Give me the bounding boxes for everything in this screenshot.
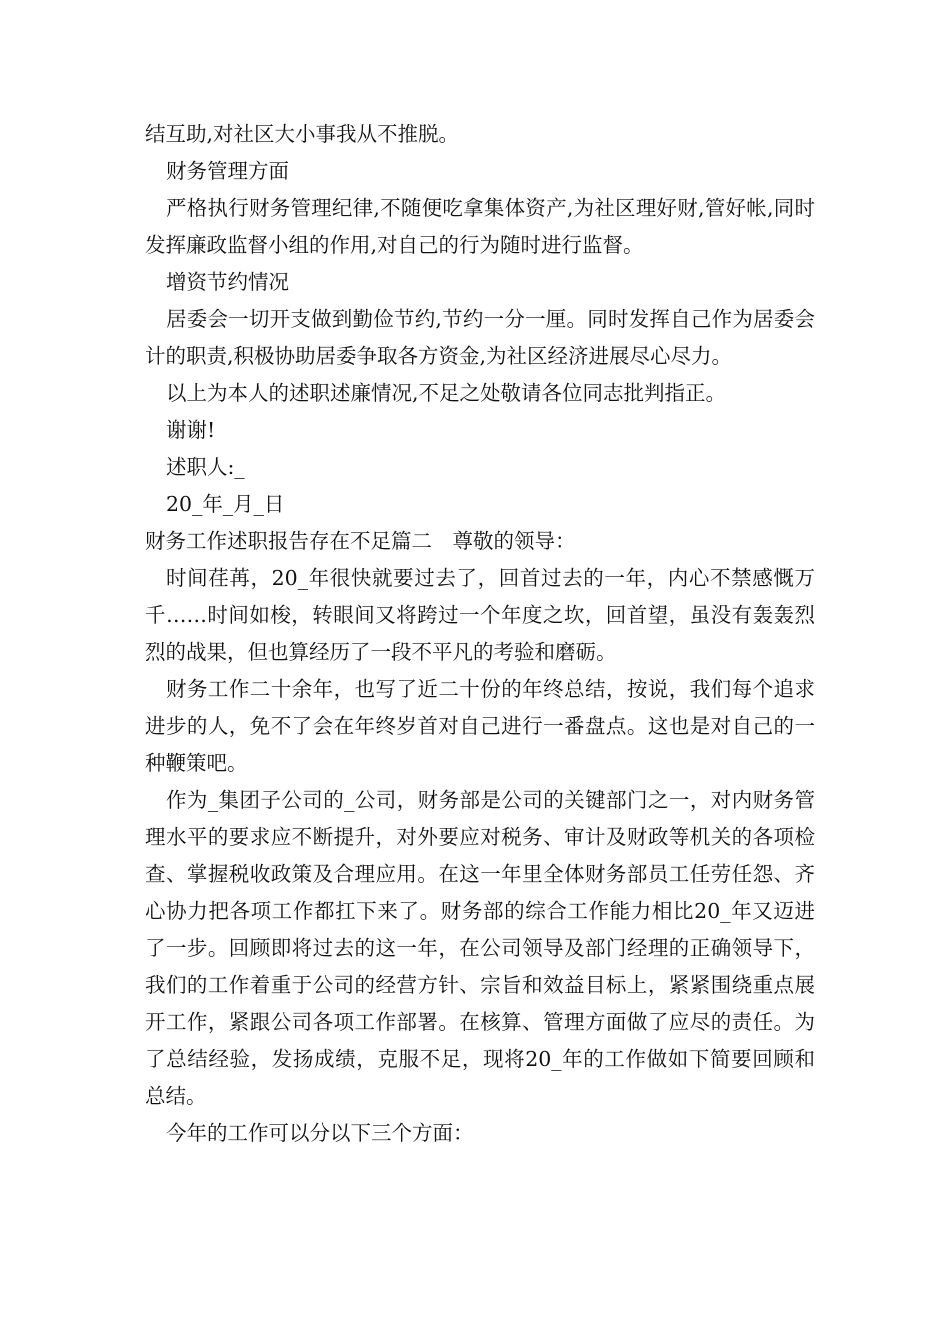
paragraph: 作为_集团子公司的_公司，财务部是公司的关键部门之一，对内财务管理水平的要求应不断提升，对外要应对税务、审计及财政等机关的各项检查、掌握税收政策及合理应用。在这一年里全体财务部员工任劳任怨、齐心协力把各项工作都扛下来了。财务部的综合工作能力相比20_年又迈进了一步。回顾即将过去的这一年，在公司领导及部门经理的正确领导下，我们的工作着重于公司的经营方针、宗旨和效益目标上，紧紧围绕重点展开工作，紧跟公司各项工作部署。在核算、管理方面做了应尽的责任。为了总结经验，发扬成绩，克服不足，现将20_年的工作做如下简要回顾和总结。 xyxy=(145,788,815,1108)
document-body xyxy=(145,116,815,1152)
paragraph: 时间荏苒，20_年很快就要过去了，回首过去的一年，内心不禁感慨万千……时间如梭，转眼间又将跨过一个年度之坎，回首望，虽没有轰轰烈烈的战果，但也算经历了一段不平凡的考验和磨砺。 xyxy=(145,566,815,664)
section-heading-saving: 增资节约情况 xyxy=(166,270,289,294)
paragraph: 财务工作二十余年，也写了近二十份的年终总结，按说，我们每个追求进步的人，免不了会在年终岁首对自己进行一番盘点。这也是对自己的一种鞭策吧。 xyxy=(145,677,815,775)
paragraph: 严格执行财务管理纪律,不随便吃拿集体资产,为社区理好财,管好帐,同时发挥廉政监督小组的作用,对自己的行为随时进行监督。 xyxy=(145,196,815,257)
paragraph: 以上为本人的述职述廉情况,不足之处敬请各位同志批判指正。 xyxy=(166,381,727,405)
thanks-line: 谢谢! xyxy=(166,418,216,442)
paragraph: 居委会一切开支做到勤俭节约,节约一分一厘。同时发挥自己作为居委会计的职责,积极协助居委争取各方资金,为社区经济进展尽心尽力。 xyxy=(145,307,815,368)
section-heading-finance-management: 财务管理方面 xyxy=(166,159,289,183)
signature-line: 述职人:_ xyxy=(166,455,245,479)
paragraph: 结互助,对社区大小事我从不推脱。 xyxy=(145,122,460,146)
report-title-line: 财务工作述职报告存在不足篇二 尊敬的领导： xyxy=(145,529,576,553)
date-line: 20_年_月_日 xyxy=(166,492,285,516)
paragraph: 今年的工作可以分以下三个方面： xyxy=(166,1121,474,1145)
